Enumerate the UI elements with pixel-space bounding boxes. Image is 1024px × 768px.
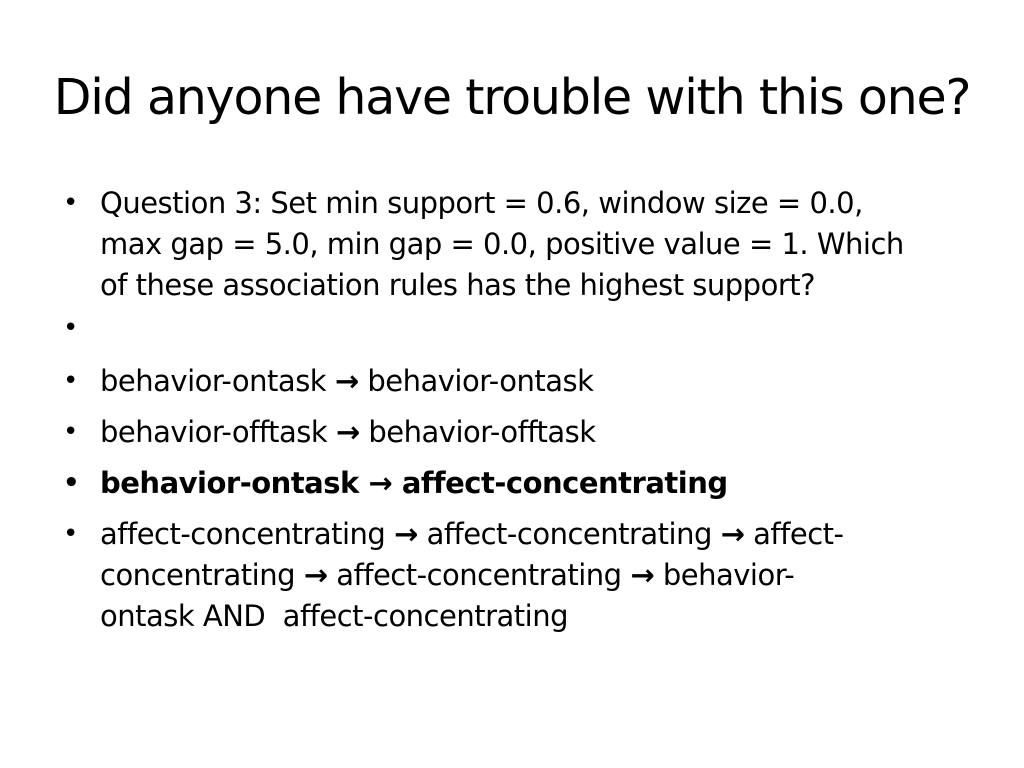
long-rule-part: affect-concentrating bbox=[336, 558, 622, 592]
rule-rhs: behavior-ontask bbox=[367, 364, 594, 398]
bullet-dot-icon: • bbox=[63, 366, 78, 396]
question-line-1: Question 3: Set min support = 0.6, window size = 0.0, bbox=[100, 186, 863, 220]
question-line-3: of these association rules has the highest support? bbox=[100, 268, 816, 302]
rule-lhs: behavior-ontask bbox=[100, 364, 327, 398]
bullet-dot-icon: • bbox=[63, 519, 78, 549]
long-rule-part: affect-concentrating bbox=[426, 517, 712, 551]
long-rule-part: affect-concentrating bbox=[100, 517, 386, 551]
rule-rhs: affect-concentrating bbox=[401, 466, 728, 500]
rule-item-2 bbox=[63, 412, 970, 453]
slide-title: Did anyone have trouble with this one? bbox=[53, 69, 971, 126]
empty-item bbox=[63, 308, 970, 349]
rule-lhs: behavior-ontask bbox=[100, 466, 359, 500]
long-rule-line-3: ontask AND affect-concentrating bbox=[100, 599, 569, 633]
question-line-2: max gap = 5.0, min gap = 0.0, positive value = 1. Which bbox=[100, 227, 904, 261]
bullet-dot-icon: • bbox=[63, 468, 80, 498]
arrow-right-icon: → bbox=[303, 558, 328, 592]
bullet-list bbox=[63, 183, 970, 647]
arrow-right-icon: → bbox=[334, 364, 359, 398]
long-rule-line-1 bbox=[100, 514, 970, 555]
rule-item-4 bbox=[63, 514, 970, 637]
bullet-dot-icon: • bbox=[63, 417, 78, 447]
bullet-dot-icon: • bbox=[63, 313, 78, 343]
long-rule-part: affect- bbox=[753, 517, 844, 551]
long-rule-part: concentrating bbox=[100, 558, 296, 592]
arrow-right-icon: → bbox=[630, 558, 655, 592]
rule-item-1 bbox=[63, 361, 970, 402]
arrow-right-icon: → bbox=[394, 517, 418, 551]
bullet-dot-icon: • bbox=[63, 188, 78, 218]
rule-lhs: behavior-offtask bbox=[100, 415, 328, 449]
rule-rhs: behavior-offtask bbox=[368, 415, 596, 449]
arrow-right-icon: → bbox=[335, 415, 360, 449]
long-rule-part: behavior- bbox=[662, 558, 795, 592]
long-rule-line-2 bbox=[100, 555, 970, 596]
arrow-right-icon: → bbox=[368, 466, 393, 500]
question-item bbox=[63, 183, 970, 306]
rule-item-3-highlighted bbox=[63, 463, 970, 504]
arrow-right-icon: → bbox=[720, 517, 745, 551]
